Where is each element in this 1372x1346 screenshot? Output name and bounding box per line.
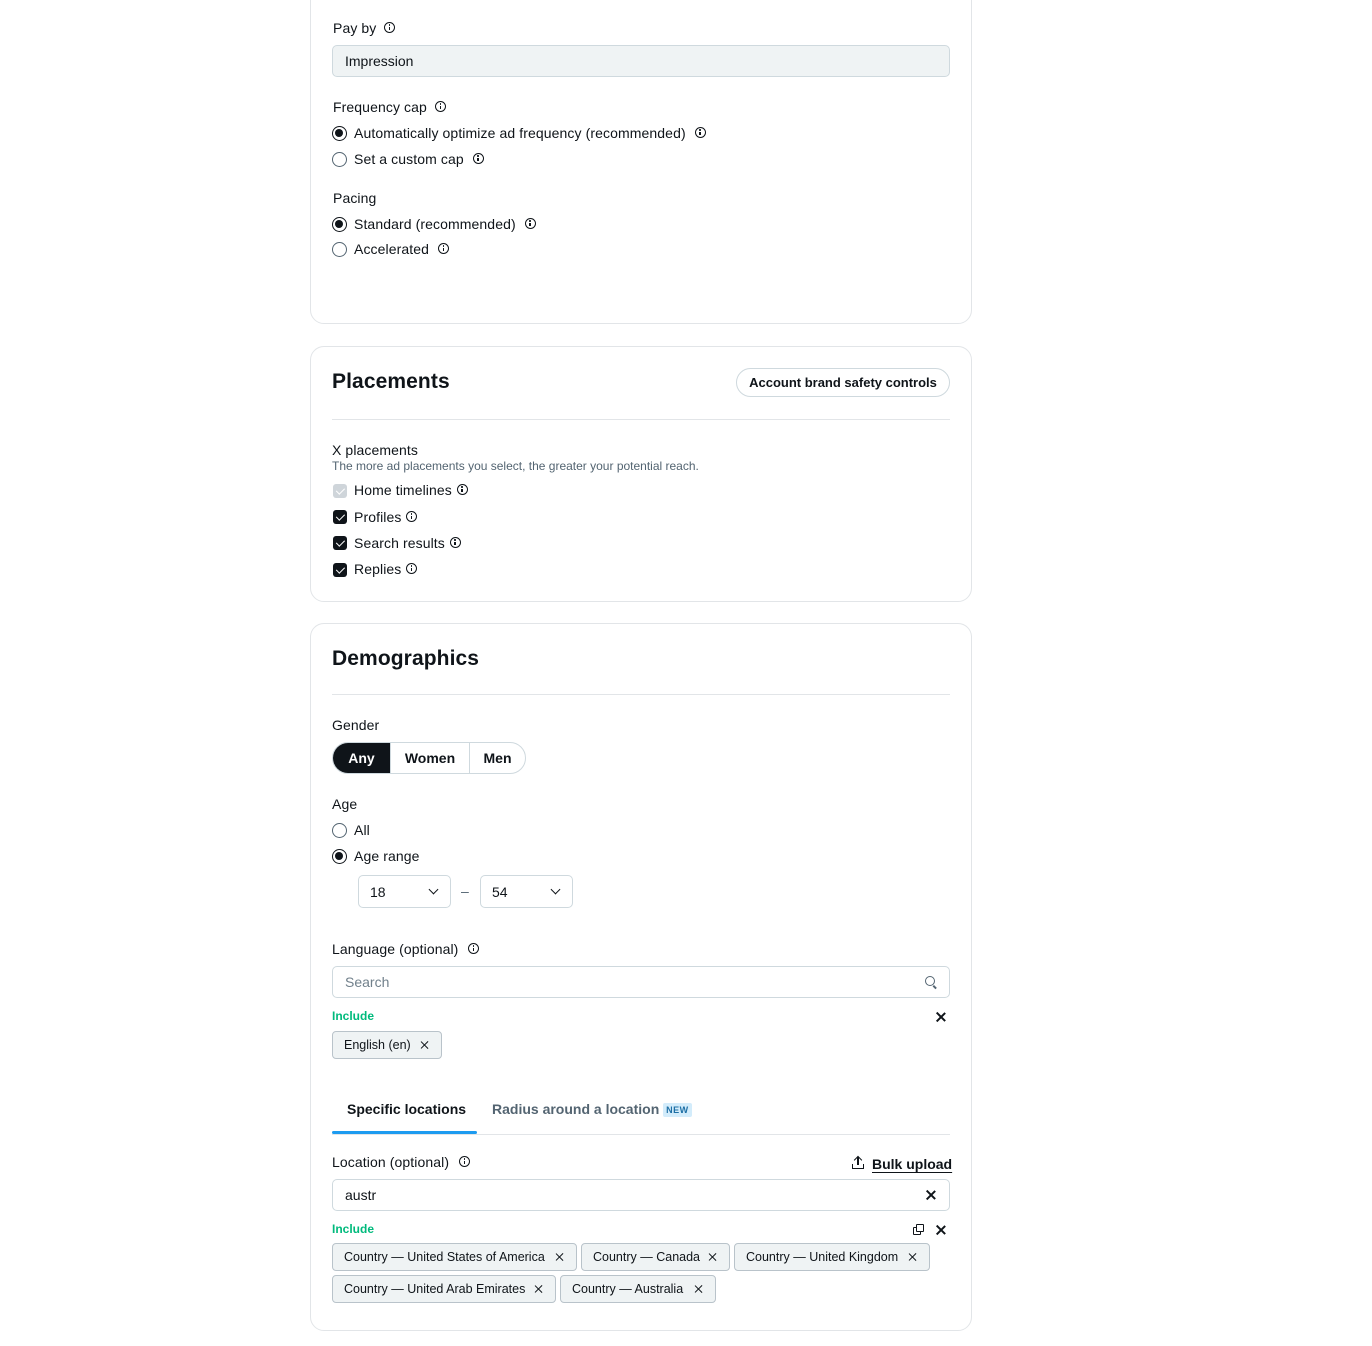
location-search-input[interactable]: austr bbox=[332, 1179, 950, 1211]
remove-chip-icon[interactable] bbox=[556, 1253, 564, 1261]
pacing-accelerated-option[interactable]: Accelerated bbox=[354, 241, 449, 257]
frequency-cap-label: Frequency cap bbox=[333, 99, 446, 115]
info-icon[interactable] bbox=[459, 1156, 470, 1167]
info-icon[interactable] bbox=[406, 511, 417, 522]
clear-language-icon[interactable] bbox=[936, 1012, 946, 1022]
gender-label: Gender bbox=[332, 717, 380, 733]
replies-checkbox[interactable] bbox=[333, 563, 347, 577]
pacing-standard-option[interactable]: Standard (recommended) bbox=[354, 216, 536, 232]
location-include-label: Include bbox=[332, 1222, 375, 1236]
location-chip: Country — Australia bbox=[560, 1275, 716, 1303]
bulk-upload-link[interactable]: Bulk upload bbox=[872, 1156, 953, 1172]
age-label: Age bbox=[332, 796, 358, 812]
pay-by-label: Pay by bbox=[333, 20, 395, 36]
tab-specific-locations[interactable]: Specific locations bbox=[347, 1101, 467, 1117]
language-search-input[interactable]: Search bbox=[332, 966, 950, 998]
brand-safety-button[interactable]: Account brand safety controls bbox=[736, 368, 950, 397]
replies-option[interactable]: Replies bbox=[354, 561, 417, 577]
location-chip: Country — United Arab Emirates bbox=[332, 1275, 556, 1303]
remove-chip-icon[interactable] bbox=[695, 1285, 703, 1293]
info-icon[interactable] bbox=[457, 484, 468, 495]
language-chip: English (en) bbox=[332, 1031, 442, 1059]
location-label: Location (optional) bbox=[332, 1154, 470, 1170]
age-range-radio[interactable] bbox=[332, 849, 347, 864]
profiles-checkbox[interactable] bbox=[333, 510, 347, 524]
pacing-accelerated-radio[interactable] bbox=[332, 242, 347, 257]
location-chip: Country — United Kingdom bbox=[734, 1243, 930, 1271]
gender-men-option[interactable]: Men bbox=[469, 743, 525, 773]
gender-any-option[interactable]: Any bbox=[333, 743, 390, 773]
divider bbox=[332, 1134, 950, 1135]
pay-by-field: Impression bbox=[332, 45, 950, 77]
clear-input-icon[interactable] bbox=[926, 1190, 936, 1200]
home-timelines-checkbox bbox=[333, 484, 347, 498]
info-icon[interactable] bbox=[473, 153, 484, 164]
info-icon[interactable] bbox=[450, 537, 461, 548]
age-range-separator: – bbox=[461, 883, 469, 899]
remove-chip-icon[interactable] bbox=[535, 1285, 543, 1293]
location-chip: Country — Canada bbox=[581, 1243, 730, 1271]
info-icon[interactable] bbox=[435, 101, 446, 112]
age-range-option[interactable]: Age range bbox=[354, 848, 420, 864]
search-icon bbox=[925, 976, 935, 986]
new-badge: NEW bbox=[663, 1103, 692, 1117]
chevron-down-icon bbox=[429, 885, 439, 895]
remove-chip-icon[interactable] bbox=[709, 1253, 717, 1261]
chevron-down-icon bbox=[551, 885, 561, 895]
x-placements-help: The more ad placements you select, the greater your potential reach. bbox=[332, 459, 699, 473]
clear-locations-icon[interactable] bbox=[936, 1225, 946, 1235]
divider bbox=[332, 419, 950, 420]
tab-radius-around-location[interactable]: Radius around a location NEW bbox=[492, 1101, 692, 1117]
location-chip: Country — United States of America bbox=[332, 1243, 577, 1271]
frequency-custom-option[interactable]: Set a custom cap bbox=[354, 151, 484, 167]
placements-title: Placements bbox=[332, 370, 450, 393]
upload-icon[interactable] bbox=[852, 1156, 864, 1169]
info-icon[interactable] bbox=[438, 243, 449, 254]
gender-segmented-control bbox=[332, 742, 526, 774]
language-include-label: Include bbox=[332, 1009, 375, 1023]
remove-chip-icon[interactable] bbox=[909, 1253, 917, 1261]
info-icon[interactable] bbox=[384, 22, 395, 33]
gender-women-option[interactable]: Women bbox=[390, 743, 469, 773]
remove-chip-icon[interactable] bbox=[421, 1041, 429, 1049]
x-placements-label: X placements bbox=[332, 442, 419, 458]
copy-icon[interactable] bbox=[913, 1224, 924, 1235]
divider bbox=[332, 694, 950, 695]
age-all-radio[interactable] bbox=[332, 823, 347, 838]
language-label: Language (optional) bbox=[332, 941, 479, 957]
search-results-option[interactable]: Search results bbox=[354, 535, 461, 551]
frequency-custom-radio[interactable] bbox=[332, 152, 347, 167]
pacing-label: Pacing bbox=[333, 190, 377, 206]
profiles-option[interactable]: Profiles bbox=[354, 509, 417, 525]
pacing-standard-radio[interactable] bbox=[332, 217, 347, 232]
age-min-select[interactable]: 18 bbox=[358, 875, 451, 908]
info-icon[interactable] bbox=[695, 127, 706, 138]
info-icon[interactable] bbox=[525, 218, 536, 229]
demographics-title: Demographics bbox=[332, 647, 480, 670]
home-timelines-option: Home timelines bbox=[354, 482, 468, 498]
info-icon[interactable] bbox=[468, 943, 479, 954]
age-max-select[interactable]: 54 bbox=[480, 875, 573, 908]
age-all-option[interactable]: All bbox=[354, 822, 370, 838]
frequency-auto-option[interactable]: Automatically optimize ad frequency (recommended) bbox=[354, 125, 706, 141]
info-icon[interactable] bbox=[406, 563, 417, 574]
frequency-auto-radio[interactable] bbox=[332, 126, 347, 141]
search-results-checkbox[interactable] bbox=[333, 536, 347, 550]
